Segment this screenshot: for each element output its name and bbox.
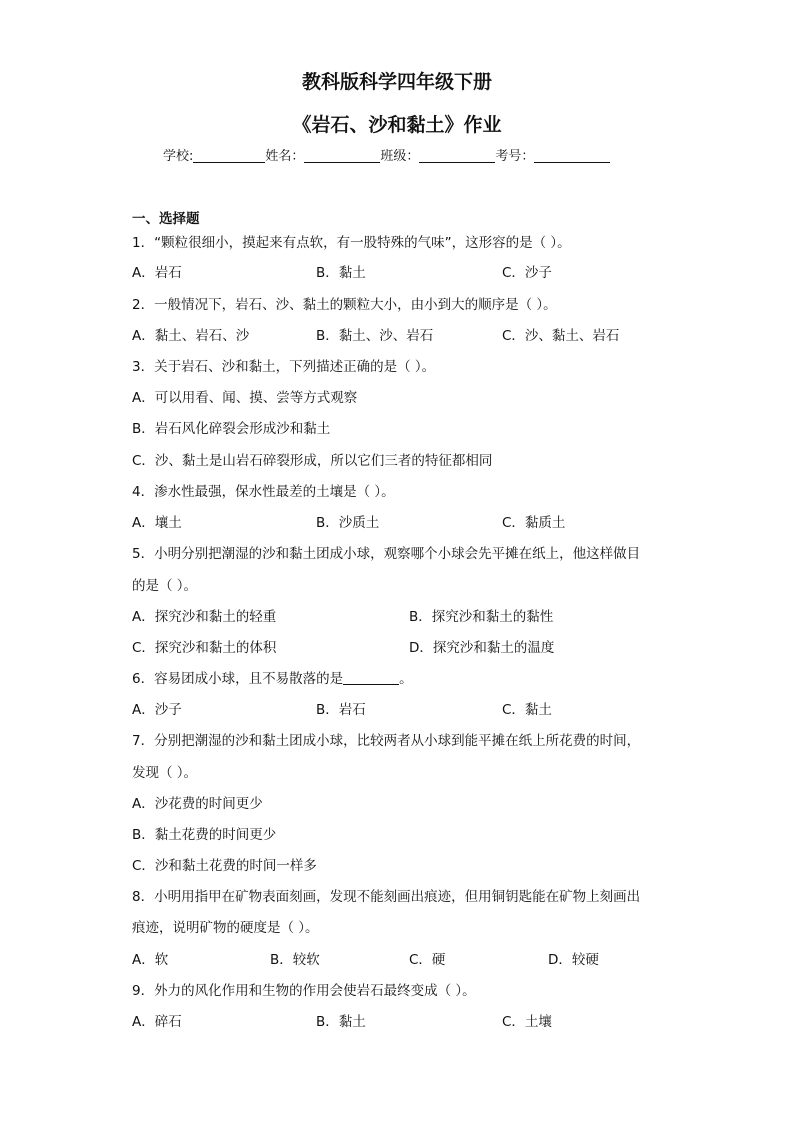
question-4-stem: 4．渗水性最强，保水性最差的土壤是（ ）。 — [132, 484, 395, 500]
question-5-stem-line-2: 的是（ ）。 — [132, 578, 198, 594]
question-7-stem-line-1: 7．分别把潮湿的沙和黏土团成小球，比较两者从小球到能平摊在纸上所花费的时间， — [132, 733, 641, 749]
q1-option-b[interactable]: B．黏土 — [316, 265, 366, 281]
document-title: 教科版科学四年级下册 — [301, 71, 492, 93]
question-1-stem: 1．“颗粒很细小，摸起来有点软，有一股特殊的气味”，这形容的是（ ）。 — [132, 235, 571, 251]
question-2-stem: 2．一般情况下，岩石、沙、黏土的颗粒大小，由小到大的顺序是（ ）。 — [132, 297, 557, 313]
student-info-line — [163, 145, 610, 164]
question-6-stem-end: 。 — [399, 671, 413, 687]
q3-option-c[interactable]: C．沙、黏土是山岩石碎裂形成，所以它们三者的特征都相同 — [132, 453, 493, 469]
question-3-stem: 3．关于岩石、沙和黏土，下列描述正确的是（ ）。 — [132, 359, 436, 375]
q5-option-c[interactable]: C．探究沙和黏土的体积 — [132, 640, 277, 656]
q8-option-a[interactable]: A．软 — [132, 952, 169, 968]
question-6-answer-blank[interactable] — [343, 671, 399, 685]
q5-option-b[interactable]: B．探究沙和黏土的黏性 — [409, 609, 554, 625]
q9-option-c[interactable]: C．土壤 — [502, 1014, 552, 1030]
question-9-stem: 9．外力的风化作用和生物的作用会使岩石最终变成（ ）。 — [132, 983, 476, 999]
q2-option-b[interactable]: B．黏土、沙、岩石 — [316, 328, 434, 344]
q3-option-a[interactable]: A．可以用看、闻、摸、尝等方式观察 — [132, 390, 358, 406]
name-blank[interactable] — [304, 148, 380, 163]
school-label: 学校: — [163, 149, 194, 164]
q7-option-a[interactable]: A．沙花费的时间更少 — [132, 796, 263, 812]
id-label: 考号： — [495, 149, 535, 164]
q6-option-c[interactable]: C．黏土 — [502, 702, 552, 718]
q5-option-a[interactable]: A．探究沙和黏土的轻重 — [132, 609, 277, 625]
q7-option-b[interactable]: B．黏土花费的时间更少 — [132, 827, 277, 843]
q9-option-a[interactable]: A．碎石 — [132, 1014, 182, 1030]
q1-option-a[interactable]: A．岩石 — [132, 265, 182, 281]
class-label: 班级： — [380, 149, 420, 164]
q4-option-b[interactable]: B．沙质土 — [316, 515, 380, 531]
school-blank[interactable] — [193, 148, 265, 163]
name-label: 姓名： — [265, 149, 305, 164]
q7-option-c[interactable]: C．沙和黏土花费的时间一样多 — [132, 858, 317, 874]
id-blank[interactable] — [534, 148, 610, 163]
q9-option-b[interactable]: B．黏土 — [316, 1014, 366, 1030]
question-8-stem-line-1: 8．小明用指甲在矿物表面刻画，发现不能刻画出痕迹，但用铜钥匙能在矿物上刻画出 — [132, 889, 641, 905]
class-blank[interactable] — [419, 148, 495, 163]
q8-option-d[interactable]: D．较硬 — [548, 952, 599, 968]
q2-option-c[interactable]: C．沙、黏土、岩石 — [502, 328, 620, 344]
q6-option-b[interactable]: B．岩石 — [316, 702, 366, 718]
q8-option-c[interactable]: C．硬 — [409, 952, 446, 968]
q4-option-c[interactable]: C．黏质土 — [502, 515, 566, 531]
q3-option-b[interactable]: B．岩石风化碎裂会形成沙和黏土 — [132, 421, 331, 437]
question-8-stem-line-2: 痕迹，说明矿物的硬度是（ ）。 — [132, 920, 319, 936]
question-7-stem-line-2: 发现（ ）。 — [132, 765, 198, 781]
q6-option-a[interactable]: A．沙子 — [132, 702, 182, 718]
question-5-stem-line-1: 5．小明分别把潮湿的沙和黏土团成小球，观察哪个小球会先平摊在纸上，他这样做目 — [132, 546, 641, 562]
document-subtitle: 《岩石、沙和黏土》作业 — [292, 114, 502, 136]
q8-option-b[interactable]: B．较软 — [270, 952, 320, 968]
q2-option-a[interactable]: A．黏土、岩石、沙 — [132, 328, 250, 344]
question-6-stem — [132, 669, 413, 689]
question-6-stem-text: 6．容易团成小球，且不易散落的是 — [132, 671, 344, 687]
q4-option-a[interactable]: A．壤土 — [132, 515, 182, 531]
q5-option-d[interactable]: D．探究沙和黏土的温度 — [409, 640, 555, 656]
q1-option-c[interactable]: C．沙子 — [502, 265, 552, 281]
section-title: 一、选择题 — [132, 211, 200, 227]
